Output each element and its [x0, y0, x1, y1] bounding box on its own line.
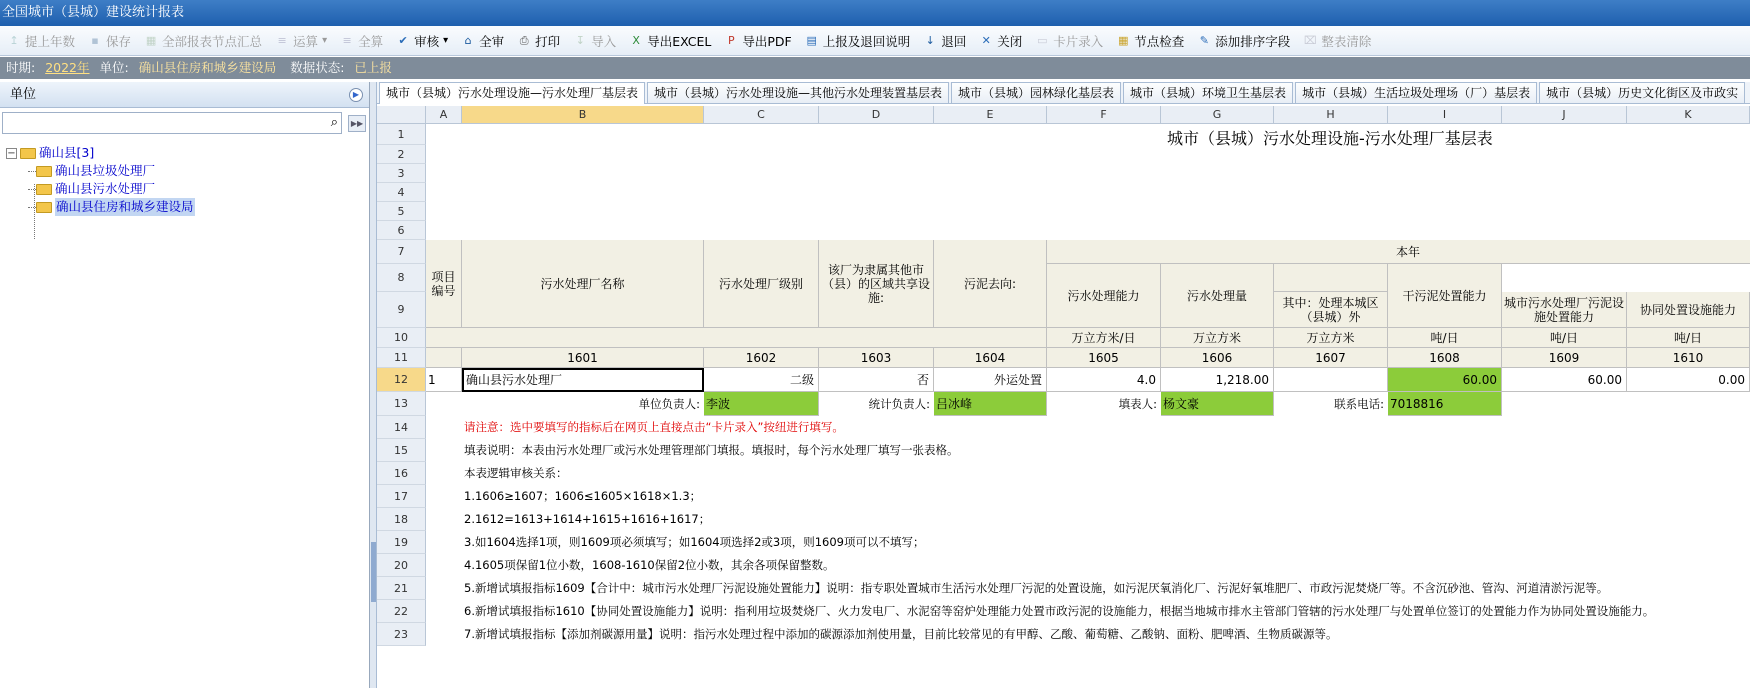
- period-link[interactable]: 2022年: [45, 60, 90, 75]
- co-disposal-cell[interactable]: 0.00: [1627, 368, 1750, 392]
- column-header[interactable]: F: [1047, 106, 1161, 124]
- header-plant-name: 污水处理厂名称: [462, 240, 704, 328]
- audit-icon: ✔: [398, 34, 408, 47]
- card-entry-button[interactable]: [1030, 29, 1107, 53]
- tree-item-garbage-plant[interactable]: [6, 162, 369, 180]
- column-header[interactable]: B: [462, 106, 704, 124]
- tree-item-label[interactable]: 确山县污水处理厂: [55, 181, 156, 196]
- audit-button[interactable]: [391, 29, 452, 53]
- header-dry-sludge: 干污泥处置能力: [1388, 264, 1502, 328]
- search-next-button[interactable]: ▶▶: [348, 115, 366, 132]
- node-check-button[interactable]: [1111, 29, 1188, 53]
- audit-all-icon: ⌂: [464, 34, 472, 47]
- column-header[interactable]: G: [1161, 106, 1274, 124]
- row-header[interactable]: 22: [377, 600, 426, 623]
- folder-icon: [20, 148, 36, 159]
- export-pdf-icon: P: [728, 34, 735, 47]
- code-cell: 1604: [934, 348, 1047, 368]
- outside-cell[interactable]: [1274, 368, 1388, 392]
- unit-panel-title: 单位: [10, 87, 37, 102]
- column-header[interactable]: E: [934, 106, 1047, 124]
- import-icon: ↧: [575, 34, 585, 47]
- search-icon[interactable]: ⌕: [330, 115, 338, 130]
- row-header[interactable]: 4: [377, 183, 426, 202]
- toolbar-label: 打印: [535, 33, 561, 49]
- code-cell: 1603: [819, 348, 934, 368]
- chevron-down-icon[interactable]: ▾: [443, 35, 449, 46]
- row-header[interactable]: 21: [377, 577, 426, 600]
- toolbar-label: 退回: [941, 33, 967, 49]
- toolbar-label: 保存: [106, 33, 132, 49]
- unit-head-label: 单位负责人:: [638, 397, 700, 411]
- column-header[interactable]: C: [704, 106, 819, 124]
- toolbar-label: 提上年数: [25, 33, 76, 49]
- import-last-year-button[interactable]: [2, 29, 79, 53]
- toolbar-label: 全审: [479, 33, 505, 49]
- report-tab[interactable]: 城市（县城）污水处理设施—污水处理厂基层表: [379, 82, 645, 104]
- report-note-button[interactable]: [800, 29, 915, 53]
- export-pdf-button[interactable]: [719, 29, 795, 53]
- report-tab[interactable]: 城市（县城）环境卫生基层表: [1123, 82, 1293, 103]
- header-city-sludge: 城市污水处理厂污泥设施处置能力: [1502, 292, 1627, 328]
- summary-button[interactable]: [139, 29, 266, 53]
- print-icon: ⎙: [519, 33, 529, 47]
- note-line: 4.1605项保留1位小数，1608-1610保留2位小数，其余各项保留整数。: [464, 558, 835, 572]
- save-icon: ▪: [91, 34, 99, 47]
- window-title: 全国城市（县城）建设统计报表: [0, 0, 1750, 26]
- unit-panel-header: [0, 82, 369, 108]
- print-button[interactable]: [512, 29, 564, 53]
- sheet-title: 城市（县城）污水处理设施-污水处理厂基层表: [1167, 129, 1493, 148]
- toolbar-label: 审核: [414, 33, 440, 49]
- city-sludge-cell[interactable]: 60.00: [1502, 368, 1627, 392]
- volume-cell[interactable]: 1,218.00: [1161, 368, 1274, 392]
- header-plant-level: 污水处理厂级别: [704, 240, 819, 328]
- report-tab[interactable]: 城市（县城）园林绿化基层表: [951, 82, 1121, 103]
- phone-label: 联系电话:: [1334, 397, 1384, 411]
- toolbar-label: 卡片录入: [1053, 33, 1104, 49]
- node-check-icon: ▦: [1118, 34, 1129, 47]
- code-cell: 1602: [704, 348, 819, 368]
- card-entry-icon: ▭: [1037, 34, 1048, 47]
- units-blank: [426, 328, 1047, 348]
- row-header[interactable]: 9: [377, 292, 426, 328]
- shared-cell[interactable]: 否: [819, 368, 934, 392]
- toolbar-label: 添加排序字段: [1215, 33, 1291, 49]
- sheet-corner: [377, 106, 426, 124]
- header-sludge-destination: 污泥去向:: [934, 240, 1047, 328]
- toolbar: [0, 26, 1750, 56]
- row-header[interactable]: 20: [377, 554, 426, 577]
- calculate-icon: ≡: [277, 34, 287, 47]
- code-cell: 1609: [1502, 348, 1627, 368]
- note-line: 填表说明：本表由污水处理厂或污水处理管理部门填报。填报时，每个污水处理厂填写一张表格。: [464, 443, 959, 457]
- add-sort-field-button[interactable]: [1192, 29, 1294, 53]
- report-tab[interactable]: 城市（县城）生活垃圾处理场（厂）基层表: [1295, 82, 1537, 103]
- unit-label: 单位:: [99, 60, 129, 75]
- column-header[interactable]: K: [1627, 106, 1750, 124]
- tree-item-housing-bureau[interactable]: [6, 198, 369, 216]
- column-header[interactable]: J: [1502, 106, 1627, 124]
- tree-root-label[interactable]: 确山县[3]: [39, 145, 95, 160]
- toolbar-label: 导出PDF: [742, 33, 792, 49]
- report-area: [377, 82, 1750, 688]
- toolbar-label: 全算: [358, 33, 384, 49]
- header-co-disposal: 协同处置设施能力: [1627, 292, 1750, 328]
- note-line: 本表逻辑审核关系：: [464, 466, 568, 480]
- import-button[interactable]: [568, 29, 620, 53]
- collapse-node-icon[interactable]: −: [7, 147, 16, 159]
- export-excel-button[interactable]: [624, 29, 715, 53]
- row-header[interactable]: 17: [377, 485, 426, 508]
- unit-cell: 吨/日: [1388, 328, 1502, 348]
- toolbar-label: 导入: [591, 33, 617, 49]
- summary-icon: ▦: [145, 34, 157, 47]
- header-outside: 其中：处理本城区（县城）外: [1274, 292, 1388, 328]
- audit-all-button[interactable]: [456, 29, 508, 53]
- close-icon: ✕: [981, 34, 991, 47]
- chevron-down-icon[interactable]: ▾: [322, 35, 328, 46]
- column-header[interactable]: H: [1274, 106, 1388, 124]
- unit-value: 确山县住房和城乡建设局: [138, 60, 277, 75]
- clear-table-icon: ⌧: [1303, 34, 1317, 47]
- note-line: 5.新增试填报指标1609【合计中：城市污水处理厂污泥设施处置能力】说明：指专职处置城市生活污水处理厂污泥的处置设施，如污泥厌氧消化厂、污泥好氧堆肥厂、市政污泥焚烧厂等。不含沉砂池、管沟、河道清淤污泥等。: [464, 581, 1609, 595]
- plant-name-cell[interactable]: 确山县污水处理厂: [462, 368, 704, 392]
- code-cell: 1601: [462, 348, 704, 368]
- tree-item-label[interactable]: 确山县住房和城乡建设局: [56, 199, 194, 214]
- note-line: 1.1606≥1607；1606≤1605×1618×1.3；: [464, 489, 702, 503]
- header-capacity: 污水处理能力: [1047, 264, 1161, 328]
- save-button[interactable]: [83, 29, 135, 53]
- row-header[interactable]: 12: [377, 368, 426, 392]
- report-tabs: [377, 82, 1750, 104]
- code-cell: 1607: [1274, 348, 1388, 368]
- note-line: 2.1612=1613+1614+1615+1616+1617；: [464, 512, 711, 526]
- row-header[interactable]: 16: [377, 462, 426, 485]
- unit-cell: 万立方米/日: [1047, 328, 1161, 348]
- period-label: 时期:: [6, 60, 36, 75]
- calculate-all-button[interactable]: [335, 29, 387, 53]
- item-no-cell[interactable]: 1: [426, 368, 462, 392]
- toolbar-label: 整表清除: [1321, 33, 1372, 49]
- row-header[interactable]: 1: [377, 124, 426, 145]
- filler-label: 填表人:: [1118, 397, 1157, 411]
- toolbar-label: 导出EXCEL: [647, 33, 712, 49]
- info-bar: [0, 57, 1750, 79]
- folder-icon: [36, 166, 52, 177]
- row-header[interactable]: 2: [377, 145, 426, 164]
- unit-panel: [0, 82, 370, 688]
- row-header[interactable]: 19: [377, 531, 426, 554]
- column-header[interactable]: A: [426, 106, 462, 124]
- row-header[interactable]: 7: [377, 240, 426, 264]
- return-icon: ↓: [925, 34, 935, 47]
- return-button[interactable]: [918, 29, 970, 53]
- phone-cell[interactable]: 7018816: [1388, 392, 1502, 416]
- sludge-destination-cell[interactable]: 外运处置: [934, 368, 1047, 392]
- row-header[interactable]: 15: [377, 439, 426, 462]
- dry-sludge-cell[interactable]: 60.00: [1388, 368, 1502, 392]
- row-header[interactable]: 8: [377, 264, 426, 292]
- row-header[interactable]: 14: [377, 416, 426, 439]
- status-value: 已上报: [354, 60, 392, 75]
- splitter-grip[interactable]: [371, 542, 376, 602]
- header-blank: [1274, 264, 1388, 292]
- plant-level-cell[interactable]: 二级: [704, 368, 819, 392]
- note-line: 6.新增试填报指标1610【协同处置设施能力】说明：指利用垃圾焚烧厂、火力发电厂、水泥窑等窑炉处理能力处置市政污泥的设施能力，根据当地城市排水主管部门管辖的污水处理厂与处置单位签订的处置能力作为协同处置设施能力。: [464, 604, 1655, 618]
- toolbar-label: 上报及退回说明: [822, 33, 911, 49]
- row-header[interactable]: 6: [377, 221, 426, 240]
- code-cell: 1605: [1047, 348, 1161, 368]
- row-header[interactable]: 13: [377, 392, 426, 416]
- header-volume: 污水处理量: [1161, 264, 1274, 328]
- add-sort-field-icon: ✎: [1199, 34, 1209, 47]
- spreadsheet: [377, 106, 1750, 688]
- unit-tree: [0, 144, 369, 216]
- import-last-year-icon: ↥: [9, 34, 19, 47]
- collapse-panel-icon[interactable]: ▶: [349, 88, 363, 102]
- header-item-no: 项目编号: [426, 240, 462, 328]
- status-label: 数据状态:: [290, 60, 345, 75]
- unit-search-input[interactable]: [2, 112, 342, 134]
- code-cell: 1608: [1388, 348, 1502, 368]
- note-line: 7.新增试填报指标【添加剂碳源用量】说明：指污水处理过程中添加的碳源添加剂使用量，目前比较常见的有甲醇、乙酸、葡萄糖、乙酸钠、面粉、肥啤酒、生物质碳源等。: [464, 627, 1338, 641]
- toolbar-label: 运算: [293, 33, 319, 49]
- toolbar-label: 全部报表节点汇总: [162, 33, 263, 49]
- filler-cell[interactable]: 杨文豪: [1161, 392, 1274, 416]
- tree-root[interactable]: [6, 144, 369, 162]
- stat-head-label: 统计负责人:: [868, 397, 930, 411]
- capacity-cell[interactable]: 4.0: [1047, 368, 1161, 392]
- code-cell: 1606: [1161, 348, 1274, 368]
- toolbar-label: 节点检查: [1134, 33, 1185, 49]
- report-note-icon: ▤: [806, 34, 817, 47]
- export-excel-icon: X: [632, 34, 640, 47]
- unit-head-cell[interactable]: 李波: [704, 392, 819, 416]
- calculate-button[interactable]: [270, 29, 331, 53]
- panel-splitter[interactable]: [370, 82, 377, 688]
- row-header[interactable]: 3: [377, 164, 426, 183]
- stat-head-cell[interactable]: 吕冰峰: [934, 392, 1047, 416]
- row-header[interactable]: 5: [377, 202, 426, 221]
- unit-cell: 万立方米: [1274, 328, 1388, 348]
- code-blank: [426, 348, 462, 368]
- note-line: 请注意：选中要填写的指标后在网页上直接点击“卡片录入”按纽进行填写。: [464, 420, 844, 434]
- report-tab[interactable]: 城市（县城）污水处理设施—其他污水处理装置基层表: [647, 82, 949, 103]
- header-this-year: 本年: [1047, 240, 1750, 264]
- toolbar-label: 关闭: [997, 33, 1023, 49]
- close-button[interactable]: [974, 29, 1026, 53]
- folder-icon: [36, 202, 52, 213]
- clear-table-button[interactable]: [1298, 29, 1375, 53]
- tree-item-sewage-plant[interactable]: [6, 180, 369, 198]
- unit-cell: 万立方米: [1161, 328, 1274, 348]
- note-line: 3.如1604选择1项，则1609项必须填写；如1604项选择2或3项，则1609项可以不填写；: [464, 535, 925, 549]
- folder-icon: [36, 184, 52, 195]
- row-header[interactable]: 10: [377, 328, 426, 348]
- unit-cell: 吨/日: [1502, 328, 1627, 348]
- unit-cell: 吨/日: [1627, 328, 1750, 348]
- column-header[interactable]: I: [1388, 106, 1502, 124]
- row-header[interactable]: 23: [377, 623, 426, 646]
- row-header[interactable]: 11: [377, 348, 426, 368]
- calculate-all-icon: ≡: [342, 34, 352, 47]
- header-shared-facility: 该厂为隶属其他市（县）的区域共享设施:: [819, 240, 934, 328]
- tree-item-label[interactable]: 确山县垃圾处理厂: [55, 163, 156, 178]
- column-header[interactable]: D: [819, 106, 934, 124]
- code-cell: 1610: [1627, 348, 1750, 368]
- report-tab[interactable]: 城市（县城）历史文化街区及市政实: [1539, 82, 1745, 103]
- row-header[interactable]: 18: [377, 508, 426, 531]
